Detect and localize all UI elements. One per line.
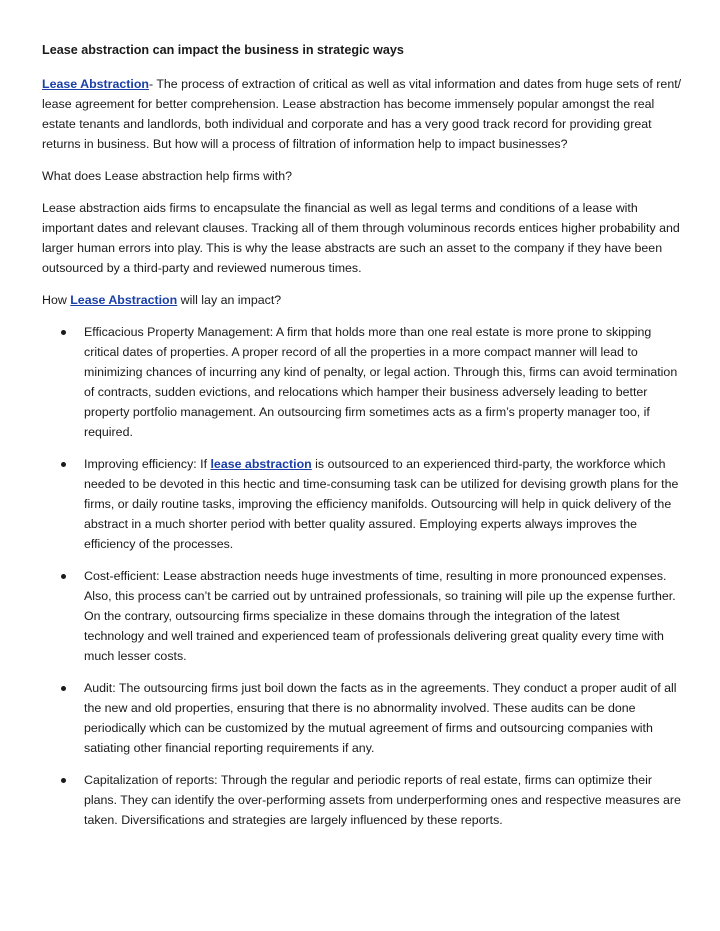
bullet-icon [61, 778, 66, 783]
bullet-icon [61, 462, 66, 467]
lease-abstraction-link[interactable]: Lease Abstraction [42, 77, 149, 91]
list-item-text: Cost-efficient: Lease abstraction needs huge investments of time, resulting in more pronounced expenses. Also, this process can’t be carried out by untrained professionals, so training will pile up the expense further. On the contrary, outsourcing firms specialize in these domains through the integration of the latest technology and well trained and experienced team of professionals delivering great quality every time with much lesser costs. [84, 569, 676, 663]
document-page [42, 40, 682, 842]
list-item-efficiency [42, 454, 682, 554]
question-heading: What does Lease abstraction help firms with? [42, 169, 293, 183]
list-item-cost-efficient [42, 566, 682, 666]
bullet-icon [61, 574, 66, 579]
list-item-audit [42, 678, 682, 758]
list-item-text: Audit: The outsourcing firms just boil down the facts as in the agreements. They conduct a proper audit of all the new and old properties, ensuring that there is no abnormality involved. These audits can be done periodically which can be customized by the mutual agreement of firms and outsourcing companies with satiating other financial reporting requirements if any. [84, 681, 677, 755]
list-item-text: Efficacious Property Management: A firm that holds more than one real estate is more prone to skipping critical dates of properties. A proper record of all the properties in a more compact manner will lead to minimizing chances of incurring any kind of penalty, or legal action. Through this, firms can avoid termination of contracts, sudden evictions, and relocations which hamper their business adversely leading to better property portfolio management. An outsourcing firm sometimes acts as a firm’s property manager too, if required. [84, 325, 678, 439]
answer-paragraph: Lease abstraction aids firms to encapsulate the financial as well as legal terms and conditions of a lease with important dates and relevant clauses. Tracking all of them through voluminous records entices higher probability and larger human errors into play. This is why the lease abstracts are such an asset to the company if they have been outsourced by a third-party and reviewed numerous times. [42, 201, 680, 275]
impact-heading-before: How [42, 293, 71, 307]
intro-text: - The process of extraction of critical as well as vital information and dates from huge sets of rent/ lease agreement for better comprehension. Lease abstraction has become immensely popular amongst the real estate tenants and landlords, both individual and corporate and has a very good track record for providing great returns in business. But how will a process of filtration of information help to impact businesses? [42, 77, 682, 151]
impact-heading [42, 290, 682, 310]
bullet-icon [61, 686, 66, 691]
list-item-property-management [42, 322, 682, 442]
intro-paragraph [42, 74, 682, 154]
bullet-icon [61, 330, 66, 335]
document-title: Lease abstraction can impact the business in strategic ways [42, 43, 404, 57]
impact-list [42, 322, 682, 830]
list-item-text-before: Improving efficiency: If [84, 457, 211, 471]
list-item-text-after: is outsourced to an experienced third-party, the workforce which needed to be devoted in this hectic and time-consuming task can be utilized for devising growth plans for the firms, or daily routine tasks, improving the efficiency manifolds. Outsourcing will help in quick delivery of the abstract in a much shorter period with better quality assured. Employing experts always improves the efficiency of the processes. [84, 457, 679, 551]
lease-abstraction-link-3[interactable]: lease abstraction [210, 457, 312, 471]
list-item-capitalization [42, 770, 682, 830]
list-item-text: Capitalization of reports: Through the regular and periodic reports of real estate, firms can optimize their plans. They can identify the over-performing assets from underperforming ones and respective measures are taken. Diversifications and strategies are largely influenced by these reports. [84, 773, 681, 827]
lease-abstraction-link-2[interactable]: Lease Abstraction [70, 293, 178, 307]
impact-heading-after: will lay an impact? [177, 293, 282, 307]
